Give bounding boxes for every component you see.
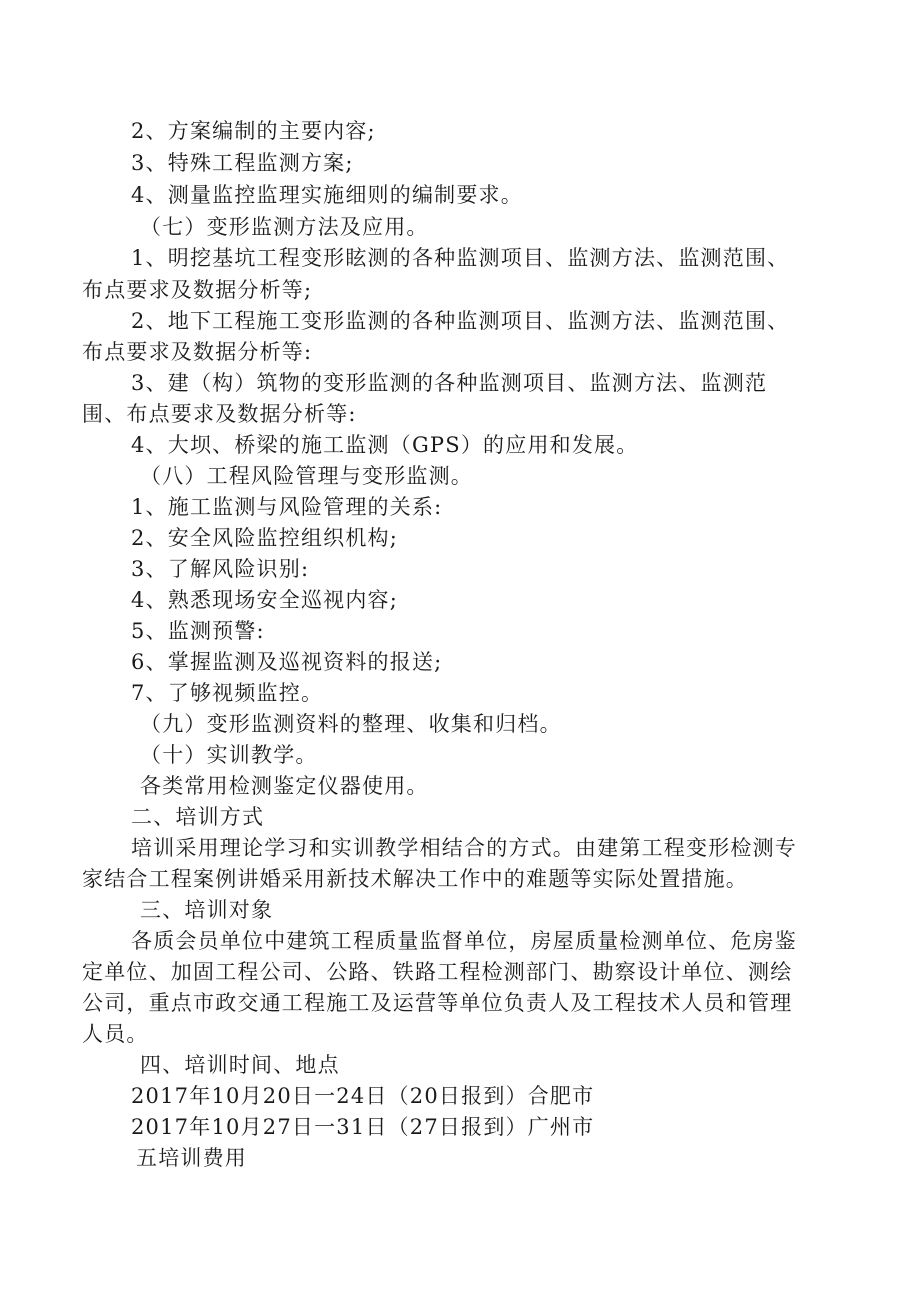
section-heading-fees: 五培训费用 — [136, 1146, 247, 1170]
section-heading-training-target: 三、培训对象 — [140, 898, 274, 922]
section-heading-8: （八）工程风险管理与变形监测。 — [140, 464, 473, 488]
list-item: 5、监测预警: — [131, 619, 265, 643]
paragraph-line: 1、明挖基坑工程变形眩测的各种监测项目、监测方法、监测范围、 — [131, 246, 790, 270]
paragraph-line: 定单位、加固工程公司、公路、铁路工程检测部门、勘察设计单位、测绘 — [82, 960, 793, 984]
list-item-4: 4、测量监控监理实施细则的编制要求。 — [131, 183, 523, 207]
section-heading-training-method: 二、培训方式 — [131, 805, 265, 829]
schedule-line: 2017年10月27日一31日（27日报到）广州市 — [131, 1115, 595, 1139]
list-item: 2、安全风险监控组织机构; — [131, 526, 399, 550]
list-item-3: 3、特殊工程监测方案; — [131, 151, 354, 175]
section-heading-10: （十）实训教学。 — [140, 743, 318, 767]
paragraph-line: 4、大坝、桥梁的施工监测（GPS）的应用和发展。 — [131, 433, 639, 457]
paragraph-line: 围、布点要求及数据分析等: — [82, 402, 357, 426]
schedule-line: 2017年10月20日一24日（20日报到）合肥市 — [131, 1084, 595, 1108]
paragraph-line: 布点要求及数据分析等; — [82, 278, 313, 302]
paragraph-line: 公司，重点市政交通工程施工及运营等单位负责人及工程技术人员和管理 — [82, 991, 793, 1015]
paragraph-line: 各类常用检测鉴定仪器使用。 — [140, 774, 429, 798]
paragraph-line: 人员。 — [82, 1022, 149, 1046]
paragraph-line: 布点要求及数据分析等: — [82, 340, 313, 364]
paragraph-line: 2、地下工程施工变形监测的各种监测项目、监测方法、监测范围、 — [131, 309, 790, 333]
paragraph-line: 3、建（构）筑物的变形监测的各种监测项目、监测方法、监测范 — [131, 371, 768, 395]
list-item: 7、了够视频监控。 — [131, 681, 324, 705]
list-item: 4、熟悉现场安全巡视内容; — [131, 588, 399, 612]
list-item: 3、了解风险识别: — [131, 557, 310, 581]
section-heading-9: （九）变形监测资料的整理、收集和归档。 — [140, 712, 562, 736]
list-item-2: 2、方案编制的主要内容; — [131, 119, 376, 143]
paragraph-line: 各质会员单位中建筑工程质量监督单位，房屋质量检测单位、危房鉴 — [131, 929, 797, 953]
paragraph-line: 培训采用理论学习和实训教学相结合的方式。由建第工程变形检测专 — [131, 836, 797, 860]
list-item: 1、施工监测与风险管理的关系: — [131, 495, 443, 519]
paragraph-line: 家结合工程案例讲婚采用新技术解决工作中的难题等实际处置措施。 — [82, 867, 748, 891]
section-heading-7: （七）变形监测方法及应用。 — [140, 215, 429, 239]
list-item: 6、掌握监测及巡视资料的报送; — [131, 650, 443, 674]
section-heading-time-place: 四、培训时间、地点 — [140, 1053, 340, 1077]
